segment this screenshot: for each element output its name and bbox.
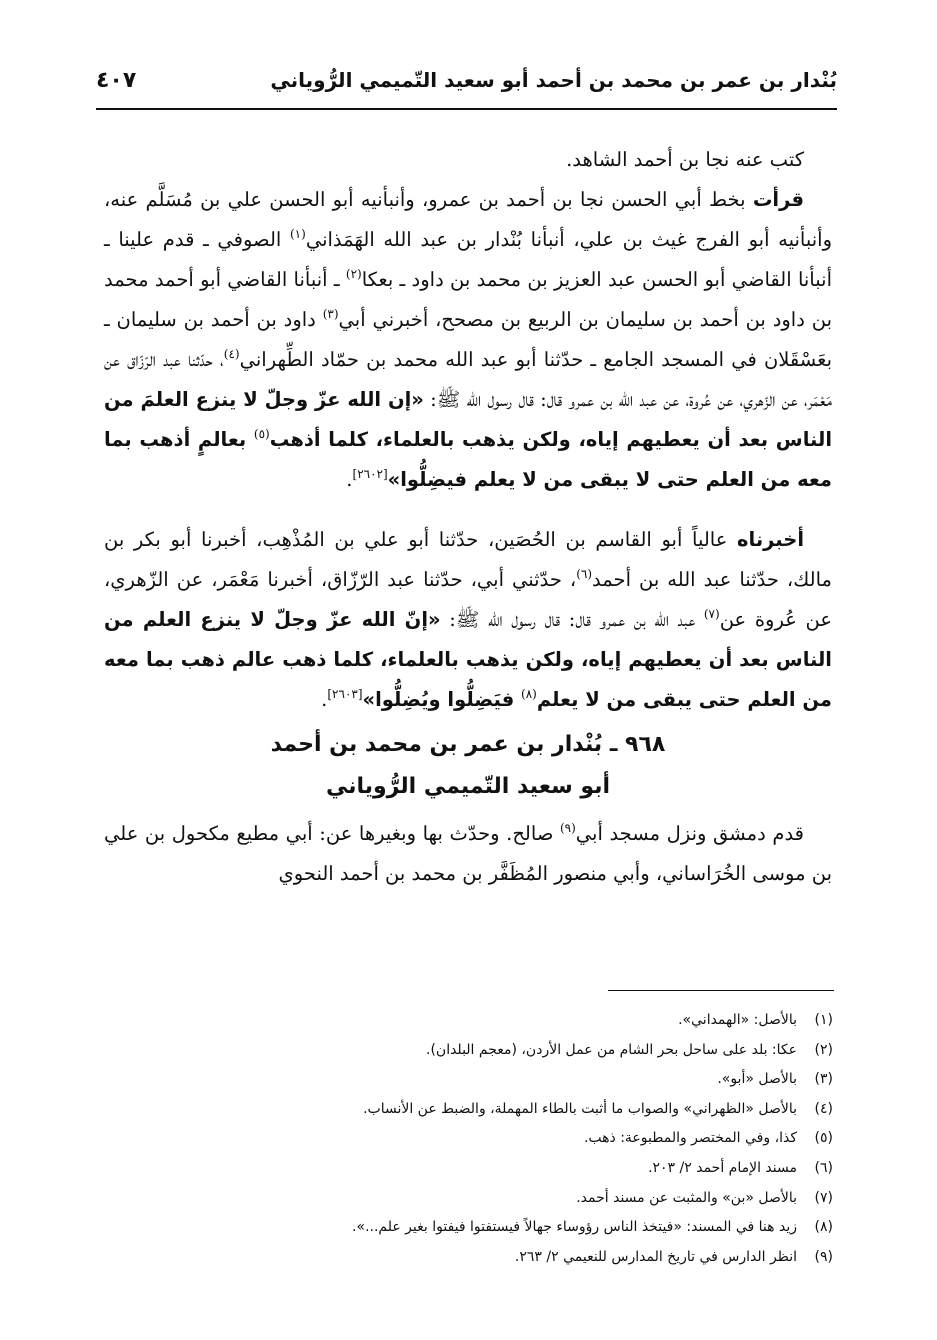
footnote-ref: (٨) bbox=[521, 687, 537, 701]
hadith-number: [٢٦٠٣] bbox=[327, 687, 363, 701]
footnote-item bbox=[104, 1154, 833, 1184]
footnote-ref: (١) bbox=[289, 227, 306, 241]
chain-text: ، حدّثني أبي، حدّثنا عبد الرّزّاق، أخبرنا مَعْمَر، عن الزّهري، عن عُروة عن bbox=[104, 568, 832, 631]
paragraph-chain-1 bbox=[104, 180, 832, 500]
footnote-number: (٩) bbox=[814, 1248, 833, 1265]
punctuation: . bbox=[321, 688, 328, 711]
hadith-text: «إن الله عزّ وجلّ لا ينزع العلمَ من الناس بعد أن يعطيهم إياه، ولكن يذهب بالعلماء، كلما أذهب bbox=[104, 388, 833, 451]
footnote-text: بالأصل «بن» والمثبت عن مسند أحمد. bbox=[576, 1189, 797, 1206]
entry-heading bbox=[104, 724, 832, 808]
entry-heading-line: ٩٦٨ ـ بُنْدار بن عمر بن محمد بن أحمد bbox=[270, 732, 666, 757]
footnote-divider bbox=[608, 990, 834, 991]
footnote-ref: (٦) bbox=[576, 567, 593, 581]
chain-text: عالياً أبو القاسم بن الحُصَين، حدّثنا أبو علي بن المُذْهِب، أخبرنا أبو بكر بن مالك، حدّثنا عبد الله بن أحمد bbox=[104, 528, 832, 591]
footnote-text: عكا: بلد على ساحل بحر الشام من عمل الأردن، (معجم البلدان). bbox=[426, 1041, 797, 1058]
footnote-number: (٨) bbox=[814, 1219, 833, 1236]
entry-heading-line: أبو سعيد التّميمي الرُّوياني bbox=[325, 774, 611, 799]
hadith-text: فيَضِلُّوا ويُضِلُّوا» bbox=[362, 688, 522, 711]
footnotes bbox=[104, 1006, 833, 1272]
footnote-number: (٧) bbox=[814, 1189, 833, 1206]
page-number: ٤٠٧ bbox=[96, 68, 137, 93]
footnote-item bbox=[104, 1095, 833, 1125]
paragraph-written-by bbox=[104, 140, 832, 180]
footnote-item bbox=[104, 1184, 833, 1214]
running-title: بُنْدار بن عمر بن محمد بن أحمد أبو سعيد التّميمي الرُّوياني bbox=[270, 68, 837, 92]
footnote-ref: (٩) bbox=[559, 821, 576, 835]
page-header bbox=[96, 62, 837, 110]
paragraph-biography bbox=[104, 814, 832, 894]
paragraph-chain-2 bbox=[104, 520, 832, 720]
main-text bbox=[104, 140, 832, 894]
footnote-text: زيد هنا في المسند: «فيتخذ الناس رؤوساء جهالاً فيستفتوا فيفتوا بغير علم...». bbox=[352, 1219, 797, 1236]
footnote-item bbox=[104, 1124, 833, 1154]
paragraph-gap bbox=[104, 500, 832, 520]
lead-word: أخبرناه bbox=[737, 528, 804, 551]
footnote-text: كذا، وفي المختصر والمطبوعة: ذهب. bbox=[583, 1130, 797, 1147]
footnote-ref: (٢) bbox=[345, 267, 362, 281]
chain-text: داود بن أحمد بن سليمان ـ بعَسْقَلان في المسجد الجامع ـ حدّثنا أبو عبد الله محمد بن حمّاد الطِّهراني bbox=[104, 308, 832, 371]
footnote-number: (٦) bbox=[814, 1159, 833, 1176]
bio-text: قدم دمشق ونزل مسجد أبي bbox=[575, 822, 804, 845]
footnote-ref: (٧) bbox=[703, 607, 720, 621]
bio-text: صالح. وحدّث بها وبغيرها عن: أبي مطيع مكحول بن علي بن موسى الخُرَاساني، وأبي منصور المُظَفَّر بن محمد بن أحمد النحوي bbox=[104, 822, 832, 885]
footnote-item bbox=[104, 1006, 833, 1036]
footnote-ref: (٣) bbox=[322, 307, 339, 321]
chain-text: بخط أبي الحسن نجا بن أحمد بن عمرو، وأنبأنيه أبو الحسن علي بن مُسَلَّم عنه، وأنبأنيه أبو الفرج غيث بن علي، أنبأنا بُنْدار بن عبد الله الهَمَذاني bbox=[104, 188, 832, 251]
footnote-text: مسند الإمام أحمد ٢/ ٢٠٣. bbox=[648, 1159, 797, 1176]
footnote-ref: (٥) bbox=[253, 427, 270, 441]
hadith-text: «إنّ الله عزّ وجلّ لا ينزع العلم من الناس بعد أن يعطيهم إياه، ولكن يذهب بالعلماء، كلما ذهب عالم ذهب بما معه من العلم حتى يبقى من لا يعلم bbox=[104, 608, 832, 711]
footnote-number: (٥) bbox=[814, 1130, 833, 1147]
footnote-item bbox=[104, 1243, 833, 1273]
chain-text: عبد الله بن عمرو قال: قال رسول الله ﷺ: bbox=[440, 608, 704, 631]
hadith-number: [٢٦٠٢] bbox=[352, 467, 388, 481]
footnote-ref: (٤) bbox=[223, 347, 240, 361]
lead-word: قرأت bbox=[752, 188, 804, 211]
footnote-text: بالأصل «الظهراني» والصواب ما أثبت بالطاء المهملة، والضبط عن الأنساب. bbox=[363, 1100, 797, 1117]
hadith-text: بعالمٍ أذهب بما معه من العلم حتى لا يبقى من لا يعلم فيضِلُّوا» bbox=[104, 428, 832, 491]
footnote-number: (١) bbox=[814, 1012, 833, 1028]
footnote-text: بالأصل «أبو». bbox=[717, 1071, 797, 1088]
footnote-item bbox=[104, 1065, 833, 1095]
footnote-text: انظر الدارس في تاريخ المدارس للنعيمي ٢/ ٢٦٣. bbox=[514, 1248, 797, 1265]
footnote-text: بالأصل: «الهمداني». bbox=[678, 1012, 797, 1028]
paragraph-text: كتب عنه نجا بن أحمد الشاهد. bbox=[566, 148, 804, 171]
footnote-number: (٣) bbox=[814, 1071, 833, 1088]
punctuation: . bbox=[346, 468, 353, 491]
footnote-number: (٤) bbox=[814, 1100, 833, 1117]
footnote-number: (٢) bbox=[814, 1041, 833, 1058]
footnote-item bbox=[104, 1213, 833, 1243]
chain-text: ـ أنبأنا القاضي أبو أحمد محمد بن داود بن أحمد بن سليمان بن الربيع بن مصحح، أخبرني أبي bbox=[104, 268, 833, 331]
chain-text: ، حدّثنا عبد الرّزّاق عن مَعْمَر، عن الزّهري، عن عُروة، عن عبد الله بن عمرو قال: قال رسول الله ﷺ: bbox=[104, 348, 832, 411]
footnote-item bbox=[104, 1036, 833, 1066]
chain-text: الصوفي ـ قدم علينا ـ أنبأنا القاضي أبو الحسن عبد العزيز بن محمد بن داود ـ بعكا bbox=[104, 228, 832, 291]
